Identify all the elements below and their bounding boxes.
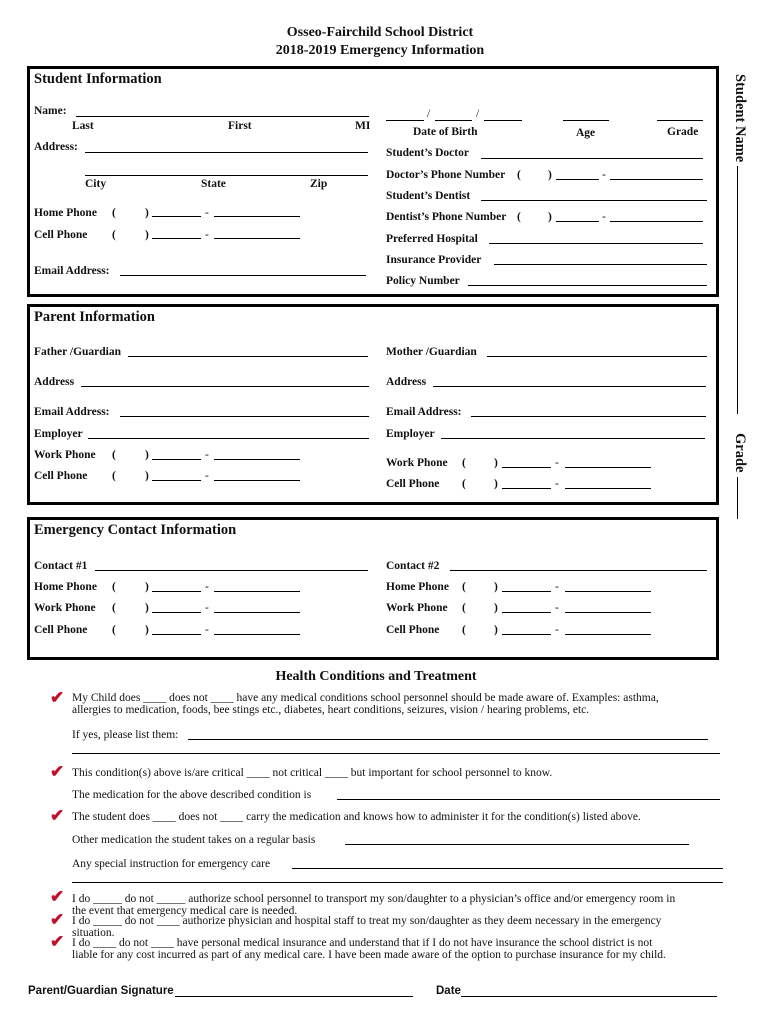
c1-home-phone: Home Phone ( )	[34, 581, 149, 593]
grade-label: Grade	[667, 126, 699, 138]
q4-line1: I do _____ do not _____ authorize school personnel to transport my son/daughter to a physician’s office and/or emergency room in	[72, 893, 676, 905]
medication-for-field[interactable]	[337, 799, 720, 800]
policy-field[interactable]	[468, 285, 707, 286]
c2-home-phone-a[interactable]	[502, 591, 551, 592]
mother-work-phone-label: Work Phone	[386, 457, 448, 469]
parent-section-title: Parent Information	[34, 309, 155, 325]
father-email-label: Email Address:	[34, 406, 110, 418]
c1-work-phone-b[interactable]	[214, 612, 300, 613]
name-field[interactable]	[76, 116, 369, 117]
c1-home-phone-label: Home Phone	[34, 581, 97, 593]
mother-cell-phone-b[interactable]	[565, 488, 651, 489]
c2-work-phone-b[interactable]	[565, 612, 651, 613]
address-field-2[interactable]	[85, 175, 368, 176]
q2-text: This condition(s) above is/are critical ____ not critical ____ but important for school personnel to know.	[72, 767, 553, 779]
side-grade-label: Grade	[732, 433, 748, 473]
cell-phone-field-a[interactable]	[152, 238, 201, 239]
dob-month[interactable]	[386, 120, 424, 121]
insurance-label: Insurance Provider	[386, 254, 482, 266]
doctor-phone-field-b[interactable]	[610, 179, 703, 180]
checkmark-icon: ✔	[50, 910, 65, 929]
zip-label: Zip	[310, 178, 328, 190]
address-label: Address:	[34, 141, 78, 153]
dob-day[interactable]	[435, 120, 472, 121]
father-cell-phone-label: Cell Phone	[34, 470, 88, 482]
c1-work-phone-a[interactable]	[152, 612, 201, 613]
side-student-name-label: Student Name	[732, 74, 748, 163]
parent-info-box	[27, 304, 719, 505]
date-field[interactable]	[461, 996, 717, 997]
q5-line1: I do _____ do not ____ authorize physician and hospital staff to treat my son/daughter as they deem necessary in the emergency	[72, 915, 662, 927]
c2-cell-phone: Cell Phone ( )	[386, 624, 498, 636]
dentist-phone-field-b[interactable]	[610, 221, 703, 222]
mother-employer-label: Employer	[386, 428, 435, 440]
c1-cell-phone: Cell Phone ( )	[34, 624, 149, 636]
mother-email-field[interactable]	[471, 416, 706, 417]
father-address-field[interactable]	[81, 386, 369, 387]
c1-cell-phone-b[interactable]	[214, 634, 300, 635]
if-yes-field-2[interactable]	[72, 753, 720, 754]
dentist-phone-row: Dentist’s Phone Number ( )	[386, 211, 552, 223]
other-med-field[interactable]	[345, 844, 689, 845]
cell-phone-label: Cell Phone	[34, 229, 88, 241]
student-info-box	[27, 66, 719, 297]
if-yes-field[interactable]	[188, 739, 708, 740]
mi-label: MI	[355, 120, 371, 132]
other-med-label: Other medication the student takes on a regular basis	[72, 834, 316, 846]
first-label: First	[228, 120, 252, 132]
checkmark-icon: ✔	[50, 762, 65, 781]
mother-cell-phone-a[interactable]	[502, 488, 551, 489]
mother-address-field[interactable]	[433, 386, 706, 387]
c2-work-phone-a[interactable]	[502, 612, 551, 613]
special-label: Any special instruction for emergency care	[72, 858, 271, 870]
doctor-phone-row: Doctor’s Phone Number ( )	[386, 169, 552, 181]
father-cell-phone-a[interactable]	[152, 480, 201, 481]
c2-home-phone-label: Home Phone	[386, 581, 449, 593]
father-label: Father /Guardian	[34, 346, 122, 358]
emergency-section-title: Emergency Contact Information	[34, 522, 237, 538]
c2-cell-phone-b[interactable]	[565, 634, 651, 635]
c2-home-phone-b[interactable]	[565, 591, 651, 592]
mother-work-phone-a[interactable]	[502, 467, 551, 468]
mother-work-phone-b[interactable]	[565, 467, 651, 468]
father-field[interactable]	[128, 356, 368, 357]
last-label: Last	[72, 120, 94, 132]
side-student-name-line	[737, 166, 738, 414]
student-section-title: Student Information	[34, 71, 162, 87]
policy-label: Policy Number	[386, 275, 460, 287]
dob-year[interactable]	[484, 120, 522, 121]
c1-cell-phone-label: Cell Phone	[34, 624, 88, 636]
name-label: Name:	[34, 105, 67, 117]
q1-line1: My Child does ____ does not ____ have any medical conditions school personnel should be made aware of. Examples: asthma,	[72, 692, 659, 704]
home-phone-label: Home Phone	[34, 207, 97, 219]
date-label: Date	[436, 985, 461, 997]
c2-cell-phone-a[interactable]	[502, 634, 551, 635]
home-phone-field-a[interactable]	[152, 216, 201, 217]
father-employer-field[interactable]	[88, 438, 369, 439]
age-label: Age	[576, 127, 596, 139]
father-work-phone: Work Phone ( )	[34, 449, 149, 461]
address-field[interactable]	[85, 152, 368, 153]
q4-line2: the event that emergency medical care is needed.	[72, 905, 298, 917]
student-home-phone: Home Phone ( )	[34, 207, 149, 219]
q6-text	[72, 937, 666, 961]
c1-home-phone-a[interactable]	[152, 591, 201, 592]
home-phone-field-b[interactable]	[214, 216, 300, 217]
father-cell-phone-b[interactable]	[214, 480, 300, 481]
side-grade	[731, 433, 748, 472]
q1-text	[72, 692, 659, 716]
side-student-name	[731, 74, 748, 162]
special-field[interactable]	[292, 868, 723, 869]
mother-cell-phone-label: Cell Phone	[386, 478, 440, 490]
mother-address-label: Address	[386, 376, 427, 388]
medication-for-label: The medication for the above described condition is	[72, 789, 312, 801]
dentist-phone-label: Dentist’s Phone Number	[386, 211, 507, 223]
father-work-phone-label: Work Phone	[34, 449, 96, 461]
father-work-phone-a[interactable]	[152, 459, 201, 460]
health-title: Health Conditions and Treatment	[275, 669, 477, 684]
district-title: Osseo-Fairchild School District	[286, 25, 474, 40]
q5-text	[72, 915, 661, 939]
dentist-field[interactable]	[481, 200, 707, 201]
mother-label: Mother /Guardian	[386, 346, 477, 358]
q1-line2: allergies to medication, foods, bee stings etc., diabetes, heart conditions, seizures, vision / hearing problems, etc.	[72, 704, 590, 716]
doctor-label: Student’s Doctor	[386, 147, 469, 159]
dentist-label: Student’s Dentist	[386, 190, 471, 202]
contact1-label: Contact #1	[34, 560, 88, 572]
c1-work-phone-label: Work Phone	[34, 602, 96, 614]
contact2-label: Contact #2	[386, 560, 440, 572]
mother-cell-phone: Cell Phone ( )	[386, 478, 498, 490]
c2-work-phone: Work Phone ( )	[386, 602, 498, 614]
mother-employer-field[interactable]	[441, 438, 705, 439]
side-grade-line	[737, 477, 738, 519]
q5-line2: situation.	[72, 927, 115, 939]
contact1-field[interactable]	[95, 570, 368, 571]
grade-field[interactable]	[657, 120, 703, 121]
q6-line2: liable for any cost incurred as part of any medical care. I have been made aware of the option to purchase insurance for my child.	[72, 949, 666, 961]
c1-home-phone-b[interactable]	[214, 591, 300, 592]
father-address-label: Address	[34, 376, 75, 388]
hospital-field[interactable]	[489, 243, 703, 244]
doctor-field[interactable]	[481, 158, 703, 159]
dob-label: Date of Birth	[413, 126, 478, 138]
state-label: State	[201, 178, 226, 190]
c2-cell-phone-label: Cell Phone	[386, 624, 440, 636]
signature-field[interactable]	[175, 996, 413, 997]
father-work-phone-b[interactable]	[214, 459, 300, 460]
email-label: Email Address:	[34, 265, 110, 277]
father-email-field[interactable]	[120, 416, 369, 417]
special-field-2[interactable]	[72, 882, 723, 883]
checkmark-icon: ✔	[50, 887, 65, 906]
student-cell-phone: Cell Phone ( )	[34, 229, 149, 241]
doctor-phone-label: Doctor’s Phone Number	[386, 169, 506, 181]
q6-line1: I do ____ do not ____ have personal medical insurance and understand that if I do not have insurance the school district is not	[72, 937, 653, 949]
city-label: City	[85, 178, 107, 190]
c2-work-phone-label: Work Phone	[386, 602, 448, 614]
checkmark-icon: ✔	[50, 806, 65, 825]
c2-home-phone: Home Phone ( )	[386, 581, 498, 593]
if-yes-label: If yes, please list them:	[72, 729, 179, 741]
checkmark-icon: ✔	[50, 932, 65, 951]
mother-work-phone: Work Phone ( )	[386, 457, 498, 469]
signature-label: Parent/Guardian Signature	[28, 985, 174, 997]
father-employer-label: Employer	[34, 428, 83, 440]
insurance-field[interactable]	[494, 264, 707, 265]
hospital-label: Preferred Hospital	[386, 233, 478, 245]
mother-email-label: Email Address:	[386, 406, 462, 418]
email-field[interactable]	[120, 275, 366, 276]
c1-cell-phone-a[interactable]	[152, 634, 201, 635]
doctor-phone-field-a[interactable]	[556, 179, 599, 180]
cell-phone-field-b[interactable]	[214, 238, 300, 239]
form-subtitle: 2018-2019 Emergency Information	[275, 43, 485, 58]
q3-text: The student does ____ does not ____ carry the medication and knows how to administer it for the condition(s) listed above.	[72, 811, 641, 823]
age-field[interactable]	[563, 120, 609, 121]
q4-text	[72, 893, 675, 917]
mother-field[interactable]	[487, 356, 707, 357]
dentist-phone-field-a[interactable]	[556, 221, 599, 222]
c1-work-phone: Work Phone ( )	[34, 602, 149, 614]
father-cell-phone: Cell Phone ( )	[34, 470, 149, 482]
checkmark-icon: ✔	[50, 688, 65, 707]
contact2-field[interactable]	[450, 570, 707, 571]
